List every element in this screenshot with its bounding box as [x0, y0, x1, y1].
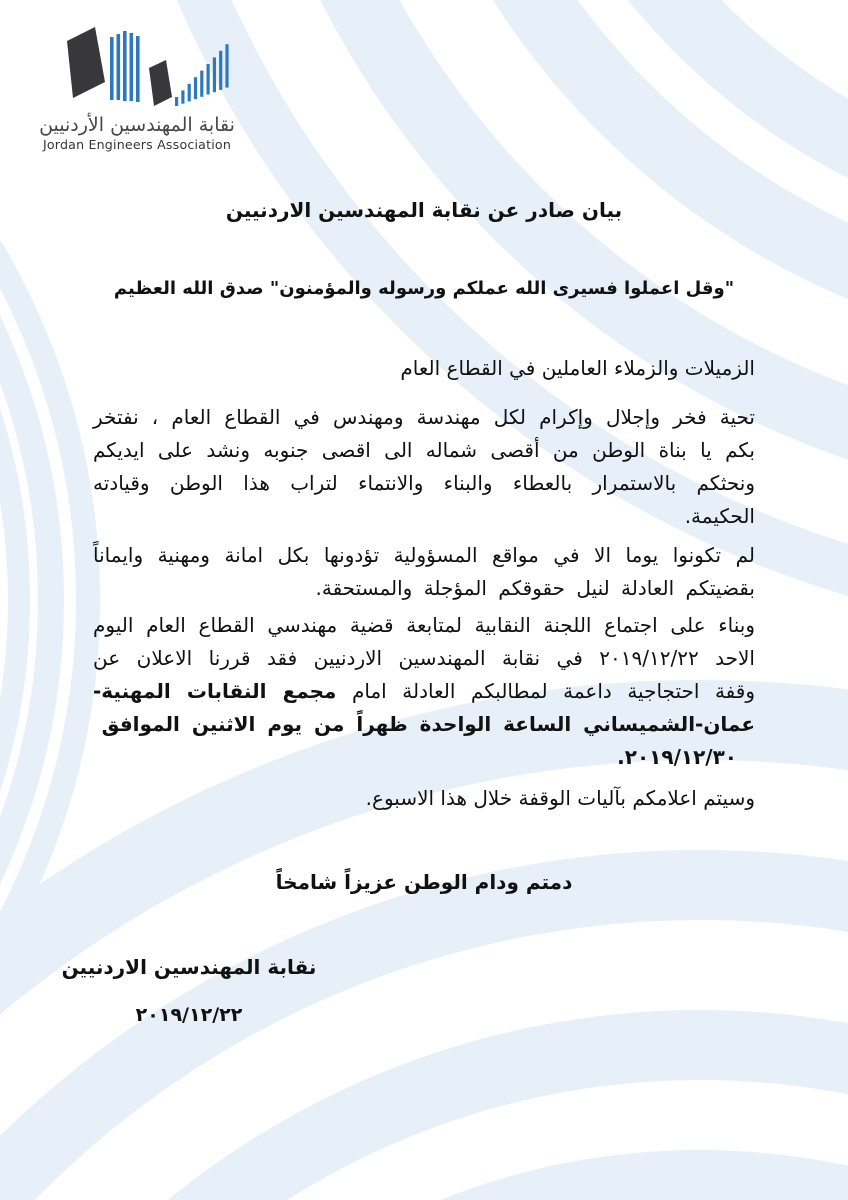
statement-title: بيان صادر عن نقابة المهندسين الاردنيين: [225, 198, 623, 222]
paragraph-decision-normal: وبناء على اجتماع اللجنة النقابية لمتابعة قضية مهندسي القطاع العام اليوم الاحد ٢٠١٩/١٢/٢٢ في نقابة المهندسين الاردنيين فقد قررنا الاعلان عن وقفة احتجاجية داعمة لمطالبكم العادلة امام: [93, 613, 756, 703]
logo-arabic-name: نقابة المهندسين الأردنيين: [39, 114, 235, 136]
signature-organization: نقابة المهندسين الاردنيين: [61, 955, 317, 979]
signature-date: ٢٠١٩/١٢/٢٢: [135, 1004, 243, 1026]
paragraph-notice: وسيتم اعلامكم بآليات الوقفة خلال هذا الاسبوع.: [365, 786, 755, 810]
closing-line: دمتم ودام الوطن عزيزاً شامخاً: [275, 870, 573, 894]
greeting-line: الزميلات والزملاء العاملين في القطاع العام: [400, 356, 755, 380]
jea-logo-mark-icon: [62, 24, 234, 110]
signature-block: [46, 952, 332, 1026]
paragraph-decision: [93, 609, 755, 741]
paragraph-tribute: تحية فخر وإجلال وإكرام لكل مهندسة ومهندس في القطاع العام ، نفتخر بكم يا بناة الوطن من أقصى شماله الى اقصى جنوبه ونشد على ايديكم ونحثكم بالاستمرار بالعطاء والبناء والانتماء لتراب هذا الوطن وقيادته الحكيمة.: [93, 405, 755, 528]
statement-body: [93, 196, 755, 897]
logo-english-name: Jordan Engineers Association: [42, 137, 232, 152]
paragraph-decision-bold: مجمع النقابات المهنية-عمان-الشميساني الساعة الواحدة ظهراً من يوم الاثنين الموافق: [93, 679, 755, 736]
quran-quote: "وقل اعملوا فسيرى الله عملكم ورسوله والمؤمنون" صدق الله العظيم: [113, 278, 735, 299]
protest-date-line: ٢٠١٩/١٢/٣٠.: [617, 745, 737, 769]
paragraph-responsibility: لم تكونوا يوما الا في مواقع المسؤولية تؤدونها بكل امانة ومهنية وايماناً بقضيتكم العادلة لنيل حقوقكم المؤجلة والمستحقة.: [93, 543, 755, 600]
logo: [30, 24, 244, 152]
